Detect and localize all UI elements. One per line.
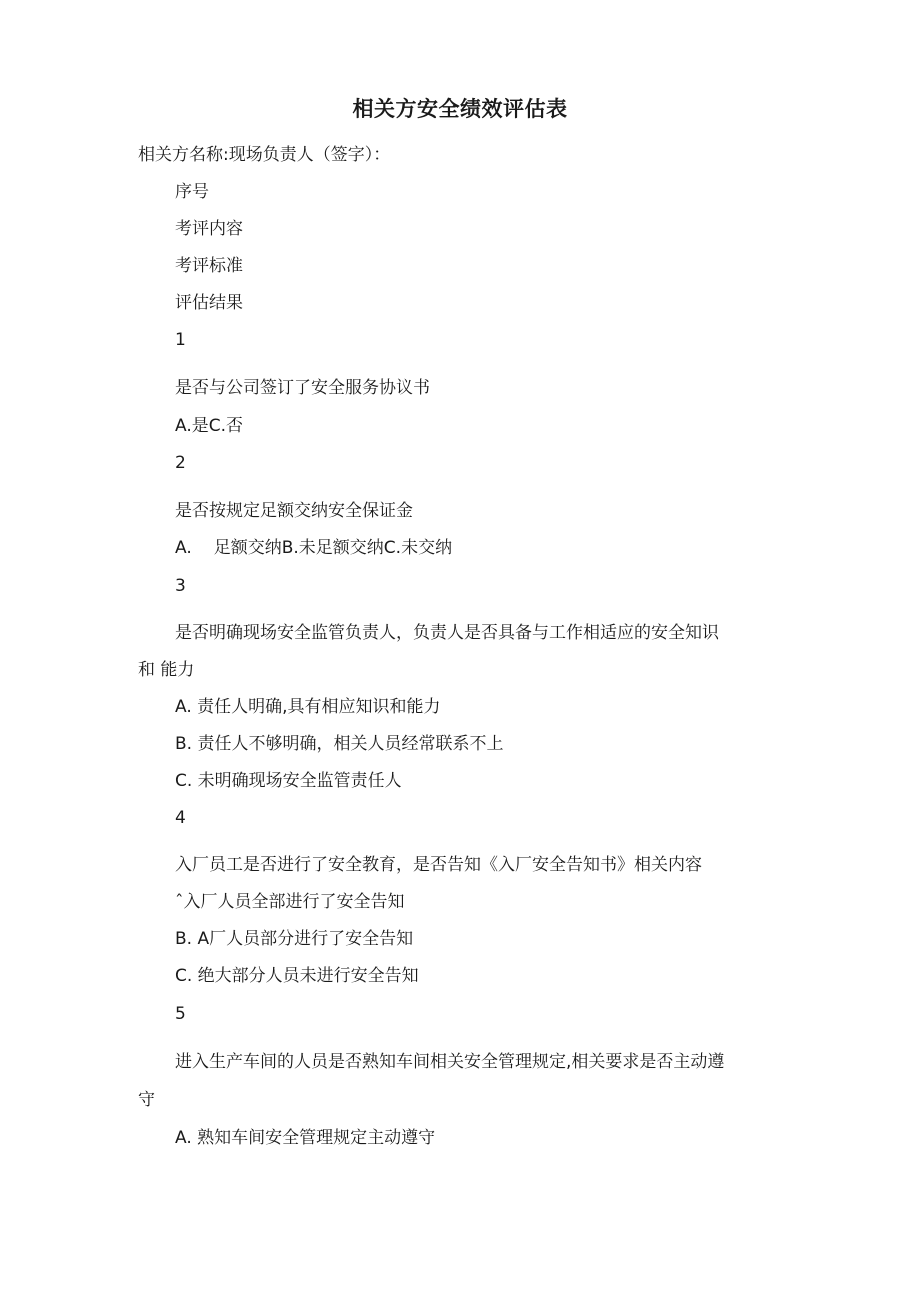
column-header-content: 考评内容: [175, 219, 243, 239]
item-content: 入厂员工是否进行了安全教育，是否告知《入厂安全告知书》相关内容: [175, 855, 702, 875]
header-line: 相关方名称:现场负责人（签字）：: [138, 145, 391, 165]
item-number: 2: [175, 453, 186, 473]
item-content-line2: 和 能力: [138, 660, 195, 680]
item-option: A. 责任人明确,具有相应知识和能力: [175, 697, 441, 717]
item-content-line1: 是否明确现场安全监管负责人，负责人是否具备与工作相适应的安全知识: [175, 623, 719, 643]
item-content: 是否按规定足额交纳安全保证金: [175, 501, 413, 521]
item-option: A. 熟知车间安全管理规定主动遵守: [175, 1128, 436, 1148]
item-option: B. 责任人不够明确，相关人员经常联系不上: [175, 734, 504, 754]
item-content: 是否与公司签订了安全服务协议书: [175, 378, 430, 398]
item-number: 5: [175, 1004, 186, 1024]
column-header-number: 序号: [175, 182, 209, 202]
item-option: B. A厂人员部分进行了安全告知: [175, 929, 414, 949]
option-text: 足额交纳B.未足额交纳C.未交纳: [213, 538, 453, 558]
column-header-result: 评估结果: [175, 293, 243, 313]
item-number: 3: [175, 576, 186, 596]
item-number: 4: [175, 808, 186, 828]
item-option: C. 绝大部分人员未进行安全告知: [175, 966, 419, 986]
item-content-line1: 进入生产车间的人员是否熟知车间相关安全管理规定,相关要求是否主动遵: [175, 1052, 725, 1072]
option-prefix: A.: [175, 538, 192, 558]
item-option: A.是C.否: [175, 416, 244, 436]
item-option: C. 未明确现场安全监管责任人: [175, 771, 402, 791]
item-content-line2: 守: [138, 1090, 155, 1110]
item-number: 1: [175, 330, 186, 350]
column-header-criteria: 考评标准: [175, 256, 243, 276]
item-option: [175, 536, 452, 560]
item-option: ˆ入厂人员全部进行了安全告知: [175, 892, 405, 912]
document-title: 相关方安全绩效评估表: [352, 97, 568, 121]
